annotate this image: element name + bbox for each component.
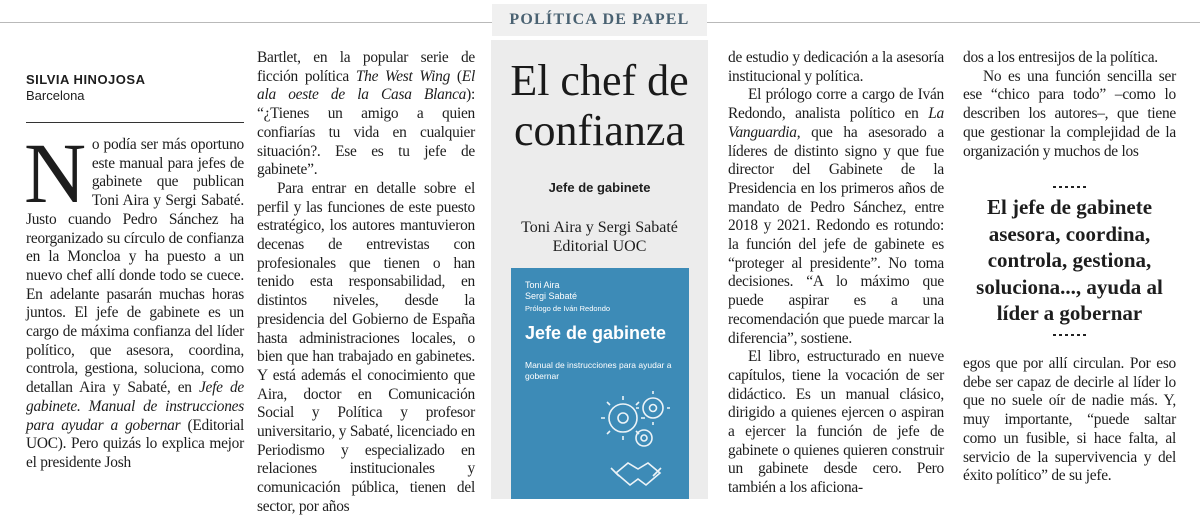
series-title-italic: The West Wing xyxy=(355,67,451,85)
drop-cap: N xyxy=(24,125,86,221)
text-run: o podía ser más oportuno este manual para jefes de gabinete que publican Toni Aira y Sergi Sabaté. Justo cuando Pedro Sánchez ha reorganizado su círculo de confianza en la Moncloa y ha puesto a un nuevo chef allí donde todo se cuece. En adelante pasarán muchas horas juntos. El jefe de gabinete es un cargo de máxima confianza del líder político, que asesora, coordina, controla, gestiona, soluciona, como detallan Aira y Sabaté, en xyxy=(26,136,244,397)
pull-quote xyxy=(963,186,1176,336)
byline-rule xyxy=(26,122,244,123)
pull-quote-bottom-rule xyxy=(1053,334,1087,336)
book-publisher: Editorial UOC xyxy=(552,238,647,255)
headline: El chef de confianza xyxy=(510,56,689,155)
text-run: El prólogo corre a cargo de Iván Redondo, analista político en xyxy=(728,86,944,123)
article-column-4 xyxy=(728,49,944,497)
paragraph xyxy=(24,125,245,473)
cover-author-2: Sergi Sabaté xyxy=(525,291,578,301)
text-run: (Editorial UOC). Pero quizás lo explica mejor el presidente Josh xyxy=(26,416,245,471)
series-title-es-italic: El ala oeste de la Casa Blanca xyxy=(257,67,475,104)
paragraph: dos a los entresijos de la política. xyxy=(963,49,1158,66)
pull-quote-top-rule xyxy=(1053,186,1087,188)
author-city: Barcelona xyxy=(26,88,85,103)
text-run: , que ha asesorado a líderes de distinto signo y que fue director del Gabinete de la Presidencia en los primeros años de mandato de Pedro Sánchez, entre 2018 y 2021. Redondo es rotundo: la función del jefe de gabinete es “proteger al presidente”. No toma decisiones. “A lo máximo que puede aspirar es a una recomendación que puede marcar la diferencia”, sostiene. xyxy=(728,123,944,347)
paragraph: de estudio y dedicación a la asesoría institucional y política. xyxy=(728,49,944,85)
article-column-5-top xyxy=(963,49,1176,169)
byline xyxy=(26,72,145,103)
paragraph xyxy=(728,86,944,348)
paragraph: Para entrar en detalle sobre el perfil y las funciones de este puesto estratégico, los autores mantuvieron decenas de entrevistas con profesionales que tienen o han tenido esta responsabilidad, en distintos niveles, desde la presidencia del Gobierno de España hasta administraciones locales, o bien que han trabajado en gabinetes. Y está además el conocimiento que Aira, doctor en Comunicación Social y Política y profesor universitario, y Sabaté, licenciado en Periodismo y especializado en relaciones institucionales y comunicación pública, tienen del sector, por años xyxy=(257,179,475,515)
cover-author-1: Toni Aira xyxy=(525,280,560,290)
section-tag: POLÍTICA DE PAPEL xyxy=(492,4,707,36)
gears-icon xyxy=(601,391,670,446)
book-authors: Toni Aira y Sergi Sabaté xyxy=(521,219,678,236)
book-panel xyxy=(491,40,708,499)
newspaper-name-italic: La Vanguardia xyxy=(728,105,944,141)
cover-subtitle: Manual de instrucciones para ayudar a gobernar xyxy=(525,360,672,381)
cover-title: Jefe de gabinete xyxy=(525,323,667,343)
book-cover xyxy=(511,268,689,499)
paragraph: No es una función sencilla ser ese “chico para todo” –como lo describen los autores–, que tiene que gestionar la complejidad de la organización y muchos de los xyxy=(963,67,1176,160)
text-run: Bartlet, en la popular serie de ficción política xyxy=(257,49,475,85)
paragraph: El libro, estructurado en nueve capítulos, tiene la vocación de ser didáctico. Es un manual clásico, dirigido a quienes ejercen o aspiran a ejercer la función de jefe de gabinete o quienes quieren construir un gabinete desde cero. Pero también a los aficiona- xyxy=(728,348,944,497)
article-column-2 xyxy=(257,49,475,515)
paragraph xyxy=(257,49,475,180)
article-column-1 xyxy=(24,125,245,496)
pull-quote-text: El jefe de gabinete asesora, coordina, controla, gestiona, soluciona..., ayuda al líder a gobernar xyxy=(976,195,1163,325)
handshake-icon xyxy=(611,463,661,485)
text-run: ( xyxy=(450,67,462,85)
article-column-5-bottom xyxy=(963,355,1176,495)
author-name: SILVIA HINOJOSA xyxy=(26,72,146,87)
book-label: Jefe de gabinete xyxy=(548,180,651,195)
cover-prologue: Prólogo de Iván Redondo xyxy=(525,304,611,313)
text-run: ): “¿Tienes un amigo a quien confiarías tu vida en cualquier situación?. Ese es tu jefe de gabinete”. xyxy=(257,86,475,179)
cover-illustration xyxy=(511,268,689,499)
book-title-italic: Jefe de gabinete. Manual de instrucciones para ayudar a gobernar xyxy=(26,379,244,434)
paragraph: egos que por allí circulan. Por eso debe ser capaz de decirle al líder lo que no suele oír de nadie más. Y, muy importante, “puede saltar como un fusible, si hace falta, al servicio de la supervivencia y del éxito político” de su jefe. xyxy=(963,355,1176,485)
